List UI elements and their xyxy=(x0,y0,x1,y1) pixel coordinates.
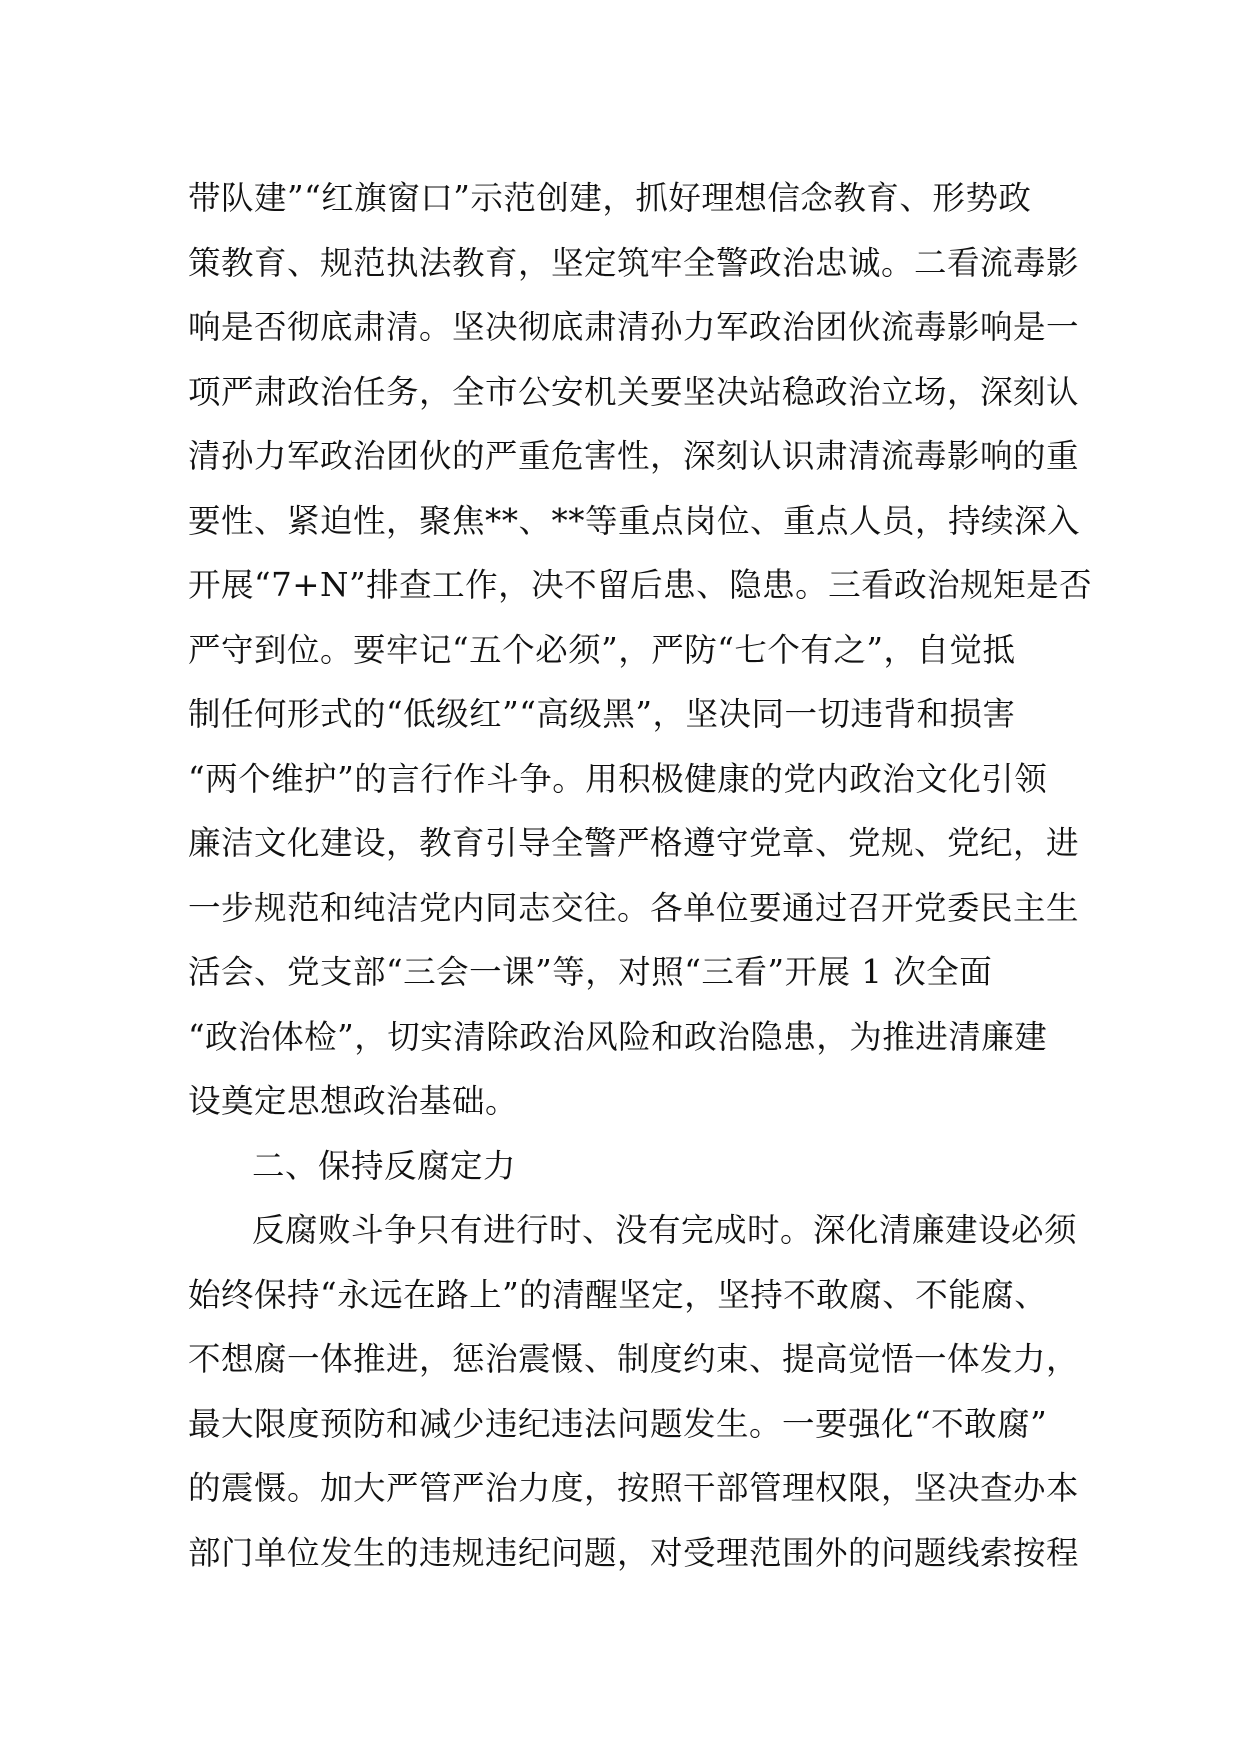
text-line: 一步规范和纯洁党内同志交往。各单位要通过召开党委民主生 xyxy=(188,888,1080,927)
text-line: 活会、党支部“三会一课”等，对照“三看”开展 1 次全面 xyxy=(188,953,993,991)
text-line: 带队建”“红旗窗口”示范创建，抓好理想信念教育、形势政 xyxy=(188,179,1032,217)
text-line: 始终保持“永远在路上”的清醒坚定，坚持不敢腐、不能腐、 xyxy=(188,1275,1048,1314)
text-line: 清孙力军政治团伙的严重危害性，深刻认识肃清流毒影响的重 xyxy=(188,437,1080,475)
text-line: 廉洁文化建设，教育引导全警严格遵守党章、党规、党纪，进 xyxy=(188,824,1080,862)
section-heading: 二、保持反腐定力 xyxy=(252,1146,517,1185)
text-line: 反腐败斗争只有进行时、没有完成时。深化清廉建设必须 xyxy=(252,1211,1078,1249)
text-line: 项严肃政治任务，全市公安机关要坚决站稳政治立场，深刻认 xyxy=(188,372,1080,411)
text-line: 制任何形式的“低级红”“高级黑”，坚决同一切违背和损害 xyxy=(188,695,1016,733)
text-line: 要性、紧迫性，聚焦**、**等重点岗位、重点人员，持续深入 xyxy=(188,501,1081,540)
text-line: 策教育、规范执法教育，坚定筑牢全警政治忠诚。二看流毒影 xyxy=(188,243,1080,282)
text-line: “政治体检”，切实清除政治风险和政治隐患，为推进清廉建 xyxy=(188,1017,1048,1056)
text-line: 部门单位发生的违规违纪问题，对受理范围外的问题线索按程 xyxy=(188,1533,1080,1572)
text-line: “两个维护”的言行作斗争。用积极健康的党内政治文化引领 xyxy=(188,759,1048,798)
text-line: 开展“7+N”排查工作，决不留后患、隐患。三看政治规矩是否 xyxy=(188,566,1093,604)
document-body xyxy=(188,166,1093,1585)
text-line: 设奠定思想政治基础。 xyxy=(188,1082,519,1120)
text-line: 严守到位。要牢记“五个必须”，严防“七个有之”，自觉抵 xyxy=(188,630,1016,669)
text-line: 的震慑。加大严管严治力度，按照干部管理权限，坚决查办本 xyxy=(188,1469,1080,1507)
text-line: 不想腐一体推进，惩治震慑、制度约束、提高觉悟一体发力， xyxy=(188,1340,1080,1378)
text-line: 最大限度预防和减少违纪违法问题发生。一要强化“不敢腐” xyxy=(188,1404,1048,1443)
text-line: 响是否彻底肃清。坚决彻底肃清孙力军政治团伙流毒影响是一 xyxy=(188,308,1080,346)
